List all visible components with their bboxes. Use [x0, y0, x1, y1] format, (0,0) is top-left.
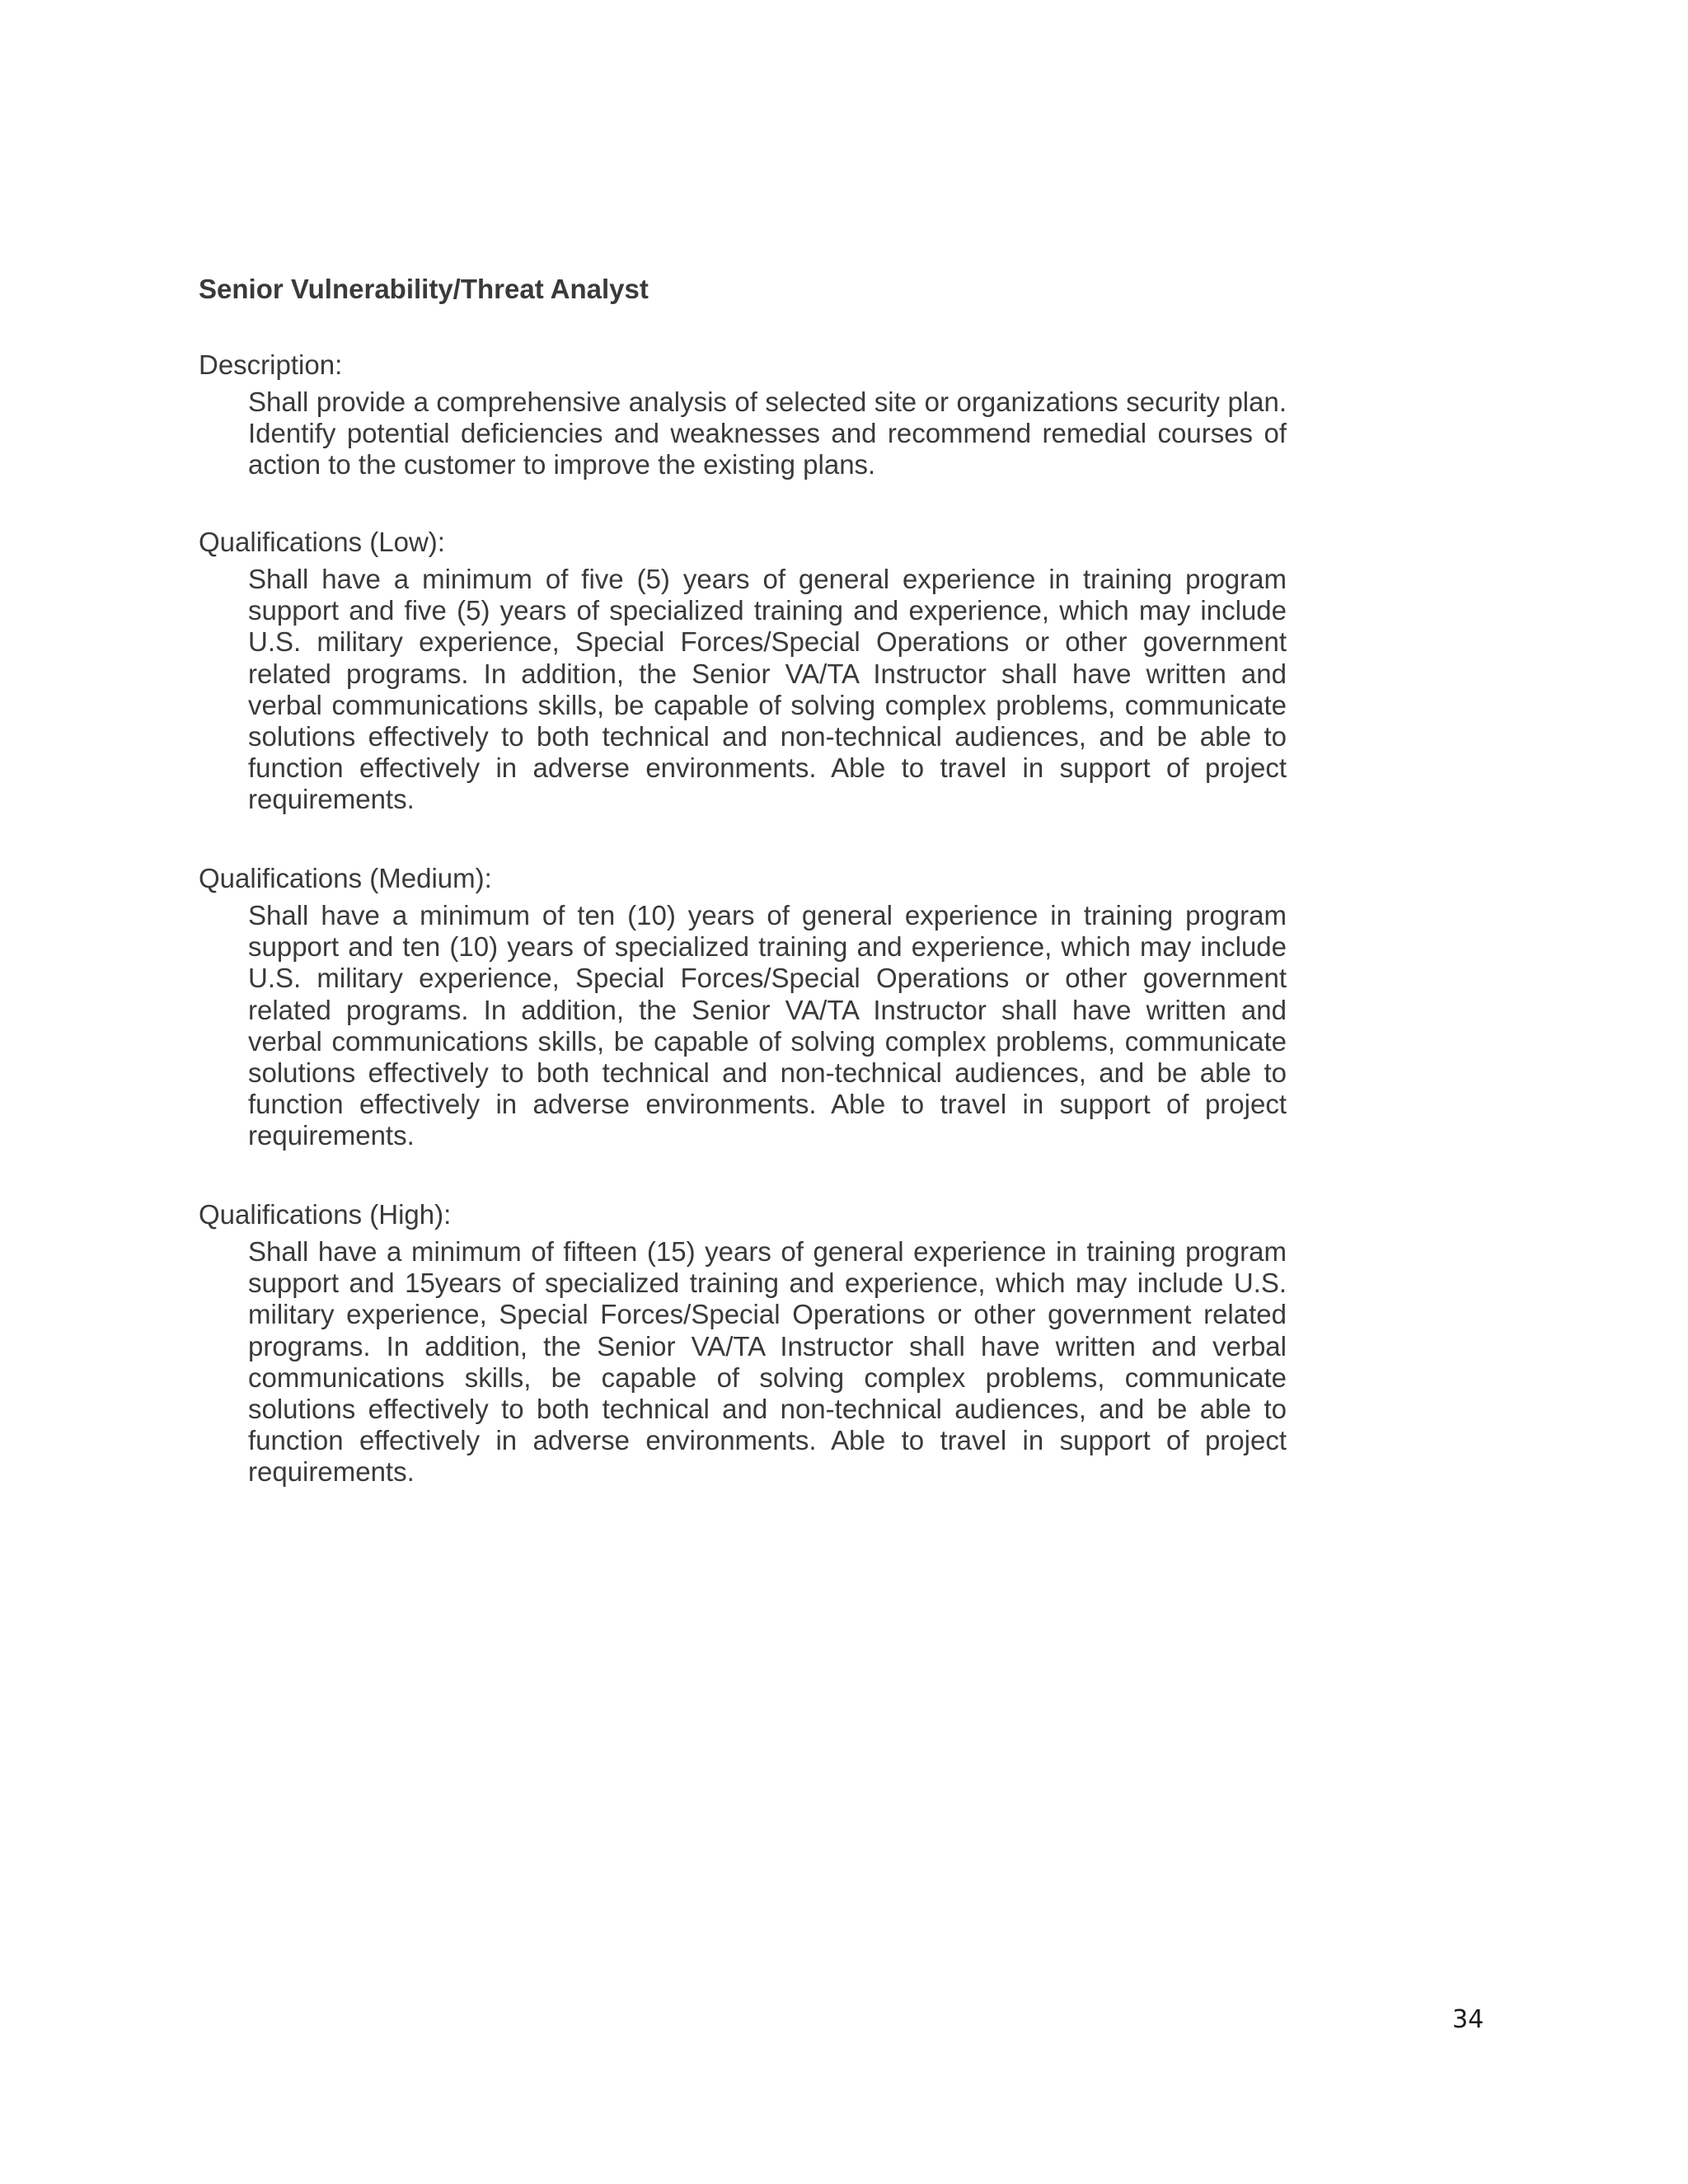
- section-qualifications-high: [199, 1198, 1287, 1488]
- section-qualifications-medium: [199, 862, 1287, 1152]
- section-label: Description:: [199, 349, 343, 380]
- section-body: Shall have a minimum of ten (10) years of general experience in training program support and ten (10) years of specialized training and experience, which may include U.S. military experience, Special Forces/Special Operations or other government related programs. In addition, the Senior VA/TA Instructor shall have written and verbal communications skills, be capable of solving complex problems, communicate solutions effectively to both technical and non-technical audiences, and be able to function effectively in adverse environments. Able to travel in support of project requirements.: [248, 900, 1287, 1151]
- page-number: 34: [1452, 2005, 1484, 2034]
- page-title: Senior Vulnerability/Threat Analyst: [199, 274, 649, 304]
- section-label: Qualifications (High):: [199, 1199, 452, 1230]
- section-body: Shall have a minimum of five (5) years of general experience in training program support and five (5) years of specialized training and experience, which may include U.S. military experience, Special Forces/Special Operations or other government related programs. In addition, the Senior VA/TA Instructor shall have written and verbal communications skills, be capable of solving complex problems, communicate solutions effectively to both technical and non-technical audiences, and be able to function effectively in adverse environments. Able to travel in support of project requirements.: [248, 564, 1287, 815]
- section-label: Qualifications (Low):: [199, 527, 445, 557]
- section-label: Qualifications (Medium):: [199, 863, 492, 893]
- section-qualifications-low: [199, 526, 1287, 816]
- section-description: [199, 349, 1287, 481]
- section-body: Shall provide a comprehensive analysis of selected site or organizations security plan. Identify potential deficiencies and weaknesses and recommend remedial courses of action to the customer to improve the existing plans.: [248, 387, 1287, 480]
- section-body: Shall have a minimum of fifteen (15) years of general experience in training program support and 15years of specialized training and experience, which may include U.S. military experience, Special Forces/Special Operations or other government related programs. In addition, the Senior VA/TA Instructor shall have written and verbal communications skills, be capable of solving complex problems, communicate solutions effectively to both technical and non-technical audiences, and be able to function effectively in adverse environments. Able to travel in support of project requirements.: [248, 1236, 1287, 1488]
